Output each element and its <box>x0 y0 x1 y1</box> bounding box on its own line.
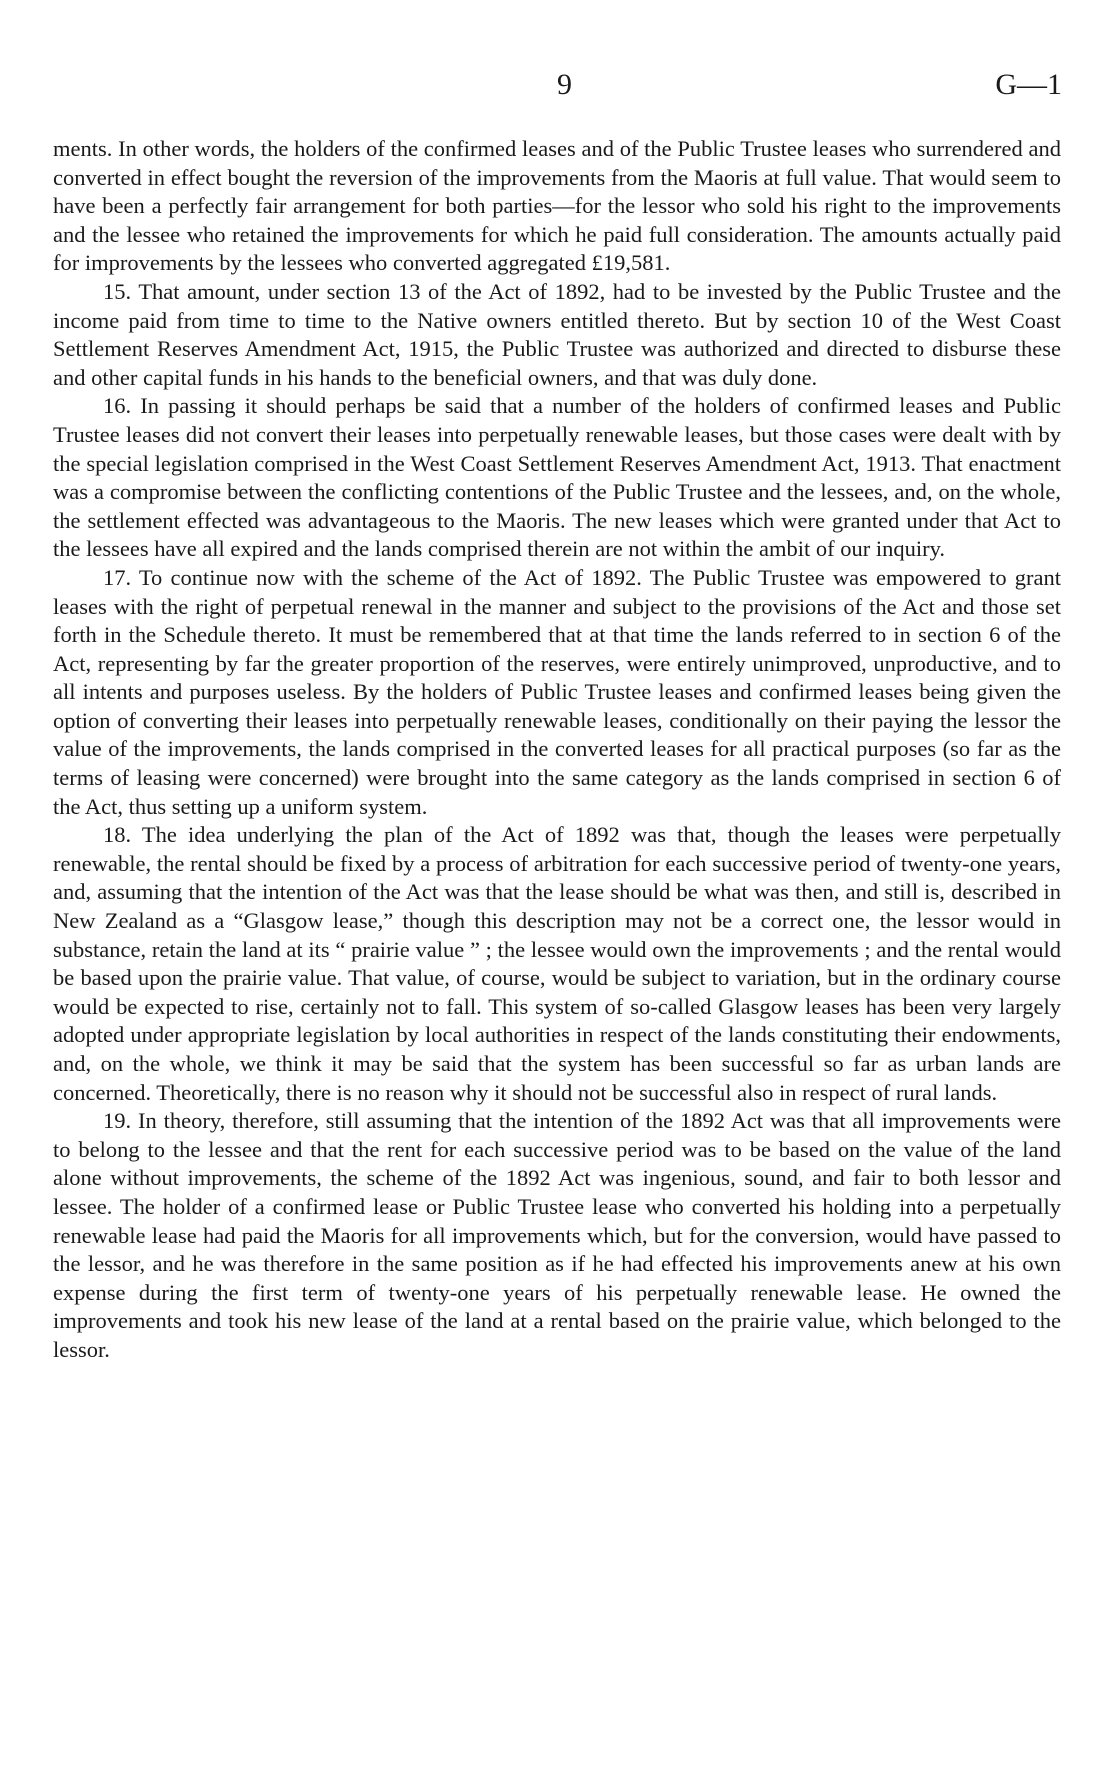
paragraph-18 <box>53 821 1061 1107</box>
body-text <box>53 135 1061 1365</box>
paragraph-text: In passing it should perhaps be said that a number of the holders of confirmed leases and Public Trustee leases did not convert their leases into perpetually renewable leases, but those cases were dealt with by the special legislation comprised in the West Coast Settlement Reserves Amendment Act, 1913. That enactment was a compromise between the conflicting contentions of the Public Trustee and the lessees, and, on the whole, the settlement effected was advantageous to the Maoris. The new leases which were granted under that Act to the lessees have all expired and the lands comprised therein are not within the ambit of our inquiry. <box>53 393 1062 562</box>
paragraph-text: In theory, therefore, still assuming that the intention of the 1892 Act was that all improvements were to belong to the lessee and that the rent for each successive period was to be based on the value of the land alone without improvements, the scheme of the 1892 Act was ingenious, sound, and fair to both lessor and lessee. The holder of a confirmed lease or Public Trustee lease who converted his holding into a perpetually renewable lease had paid the Maoris for all improvements which, but for the conversion, would have passed to the lessor, and he was therefore in the same position as if he had effected his improvements anew at his own expense during the first term of twenty-one years of his perpetually renewable lease. He owned the improvements and took his new lease of the land at a rental based on the prairie value, which belonged to the lessor. <box>53 1108 1061 1362</box>
paragraph-number: 18. <box>103 822 132 848</box>
paragraph-text: The idea underlying the plan of the Act of 1892 was that, though the leases were perpetually renewable, the rental should be fixed by a process of arbitration for each successive period of twenty-one years, and, assuming that the intention of the Act was that the lease should be what was then, and still is, described in New Zealand as a “Glasgow lease,” though this description may not be a correct one, the lessor would in substance, retain the land at its “ prairie value ” ; the lessee would own the improvements ; and the rental would be based upon the prairie value. That value, of course, would be subject to variation, but in the ordinary course would be expected to rise, certainly not to fall. This system of so-called Glasgow leases has been very largely adopted under appropriate legislation by local authorities in respect of the lands constituting their endowments, and, on the whole, we think it may be said that the system has been successful so far as urban lands are concerned. Theoretically, there is no reason why it should not be successful also in respect of rural lands. <box>53 822 1061 1105</box>
paragraph-17 <box>53 564 1061 821</box>
page-header <box>0 68 1114 108</box>
paragraph-text: To continue now with the scheme of the Act of 1892. The Public Trustee was empowered to grant leases with the right of perpetual renewal in the manner and subject to the provisions of the Act and those set forth in the Schedule thereto. It must be remembered that at that time the lands referred to in section 6 of the Act, representing by far the greater proportion of the reserves, were entirely unimproved, unproductive, and to all intents and purposes useless. By the holders of Public Trustee leases and confirmed leases being given the option of converting their leases into perpetually renewable leases, conditionally on their paying the lessor the value of the improvements, the lands comprised in the converted leases for all practical purposes (so far as the terms of leasing were concerned) were brought into the same category as the lands comprised in section 6 of the Act, thus setting up a uniform system. <box>53 564 1061 819</box>
paragraph-number: 17. <box>103 564 132 590</box>
paragraph-number: 16. <box>103 393 132 419</box>
paragraph-number: 15. <box>103 278 132 304</box>
paragraph-15 <box>53 278 1061 392</box>
paragraph-continuation <box>53 135 1061 278</box>
paper-reference: G—1 <box>995 68 1062 101</box>
paragraph-text: That amount, under section 13 of the Act of 1892, had to be invested by the Public Trustee and the income paid from time to time to the Native owners entitled thereto. But by section 10 of the West Coast Settlement Reserves Amendment Act, 1915, the Public Trustee was authorized and directed to disburse these and other capital funds in his hands to the beneficial owners, and that was duly done. <box>53 278 1062 390</box>
page-number: 9 <box>557 68 572 101</box>
paragraph-16 <box>53 392 1061 564</box>
paragraph-number: 19. <box>103 1108 132 1134</box>
paragraph-19 <box>53 1107 1061 1364</box>
paragraph-text: ments. In other words, the holders of the confirmed leases and of the Public Trustee leases who surrendered and converted in effect bought the reversion of the improvements from the Maoris at full value. That would seem to have been a perfectly fair arrangement for both parties—for the lessor who sold his right to the improvements and the lessee who retained the improvements for which he paid full consideration. The amounts actually paid for improvements by the lessees who converted aggregated £19,581. <box>53 136 1061 276</box>
